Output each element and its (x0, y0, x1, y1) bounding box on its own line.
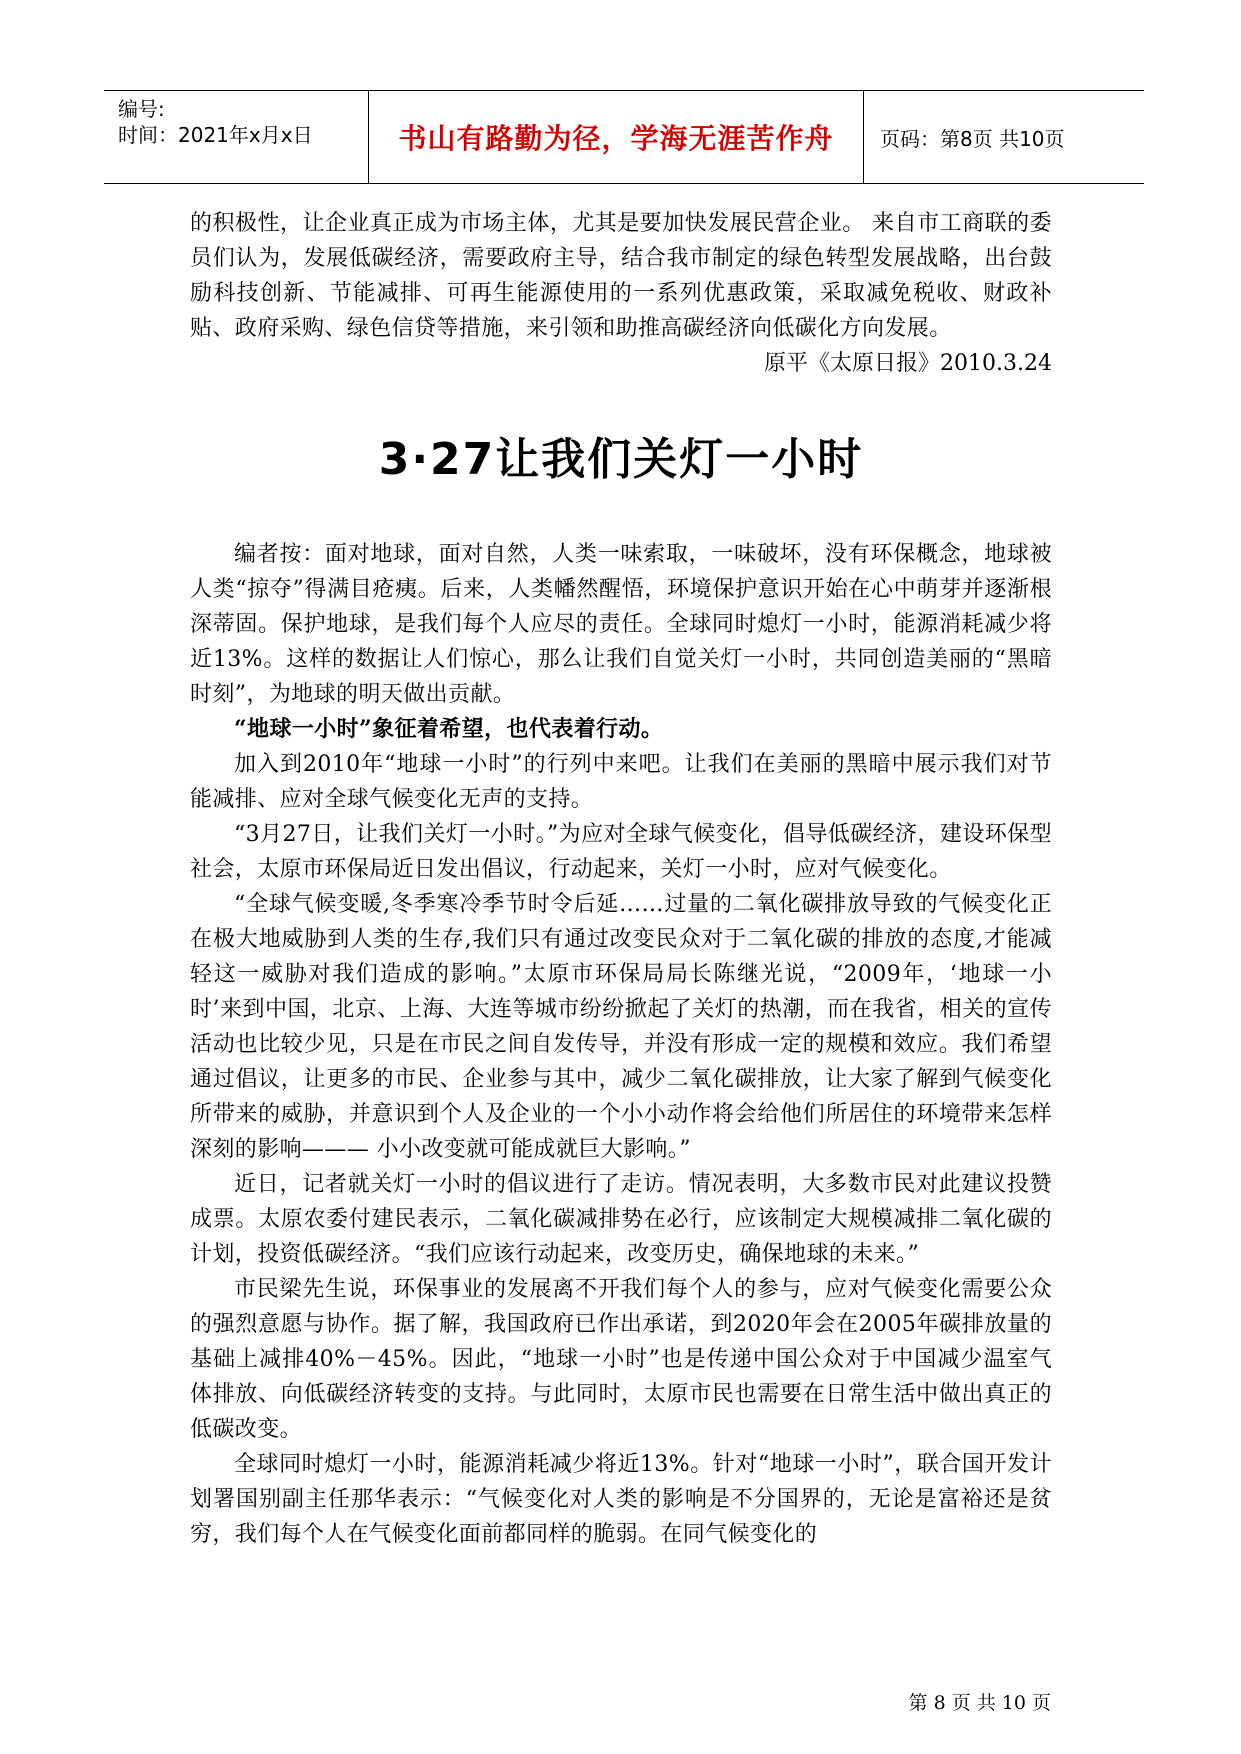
paragraph-1: 加入到2010年“地球一小时”的行列中来吧。让我们在美丽的黑暗中展示我们对节能减排、应对全球气候变化无声的支持。 (190, 752, 1052, 812)
article-title: 3·27让我们关灯一小时 (378, 434, 864, 485)
paragraph-5: 市民梁先生说，环保事业的发展离不开我们每个人的参与，应对气候变化需要公众的强烈意愿与协作。据了解，我国政府已作出承诺，到2020年会在2005年碳排放量的基础上减排40%－45%。因此，“地球一小时”也是传递中国公众对于中国减少温室气体排放、向低碳经济转变的支持。与此同时，太原市民也需要在日常生活中做出真正的低碳改变。 (190, 1277, 1052, 1442)
document-body (190, 206, 1052, 1552)
header-right-cell (864, 91, 1144, 183)
header-motto-cell (369, 91, 864, 183)
page-footer: 第 8 页 共 10 页 (908, 1692, 1051, 1714)
header-page-code: 页码：第8页 共10页 (880, 126, 1065, 151)
article-source: 原平《太原日报》2010.3.24 (764, 351, 1052, 376)
paragraph-3: “全球气候变暖,冬季寒冷季节时令后延……过量的二氧化碳排放导致的气候变化正在极大地威胁到人类的生存,我们只有通过改变民众对于二氧化碳的排放的态度,才能减轻这一威胁对我们造成的影响。”太原市环保局局长陈继光说，“2009年，‘地球一小时’来到中国，北京、上海、大连等城市纷纷掀起了关灯的热潮，而在我省，相关的宣传活动也比较少见，只是在市民之间自发传导，并没有形成一定的规模和效应。我们希望通过倡议，让更多的市民、企业参与其中，减少二氧化碳排放，让大家了解到气候变化所带来的威胁，并意识到个人及企业的一个小小动作将会给他们所居住的环境带来怎样深刻的影响——— 小小改变就可能成就巨大影响。” (190, 892, 1052, 1162)
header-left-cell (104, 91, 369, 183)
header-motto: 书山有路勤为径，学海无涯苦作舟 (398, 122, 834, 155)
page-header (104, 90, 1144, 184)
document-time-label: 时间：2021年x月x日 (118, 123, 313, 147)
paragraph-6: 全球同时熄灯一小时，能源消耗减少将近13%。针对“地球一小时”，联合国开发计划署国别副主任那华表示：“气候变化对人类的影响是不分国界的，无论是富裕还是贫穷，我们每个人在气候变化面前都同样的脆弱。在同气候变化的 (190, 1452, 1052, 1547)
document-number-label: 编号: (118, 97, 165, 121)
paragraph-4: 近日，记者就关灯一小时的倡议进行了走访。情况表明，大多数市民对此建议投赞成票。太原农委付建民表示，二氧化碳减排势在必行，应该制定大规模减排二氧化碳的计划，投资低碳经济。“我们应该行动起来，改变历史，确保地球的未来。” (190, 1172, 1052, 1267)
editor-note: 编者按：面对地球，面对自然，人类一味索取，一味破坏，没有环保概念，地球被人类“掠夺”得满目疮痍。后来，人类幡然醒悟，环境保护意识开始在心中萌芽并逐渐根深蒂固。保护地球，是我们每个人应尽的责任。全球同时熄灯一小时，能源消耗减少将近13%。这样的数据让人们惊心，那么让我们自觉关灯一小时，共同创造美丽的“黑暗时刻”，为地球的明天做出贡献。 (190, 542, 1052, 707)
paragraph-2: “3月27日，让我们关灯一小时。”为应对全球气候变化，倡导低碳经济，建设环保型社会，太原市环保局近日发出倡议，行动起来，关灯一小时，应对气候变化。 (190, 822, 1052, 882)
bold-subheading: “地球一小时”象征着希望，也代表着行动。 (234, 716, 664, 742)
top-paragraph: 的积极性，让企业真正成为市场主体，尤其是要加快发展民营企业。 来自市工商联的委员们认为，发展低碳经济，需要政府主导，结合我市制定的绿色转型发展战略，出台鼓励科技创新、节能减排、可再生能源使用的一系列优惠政策，采取减免税收、财政补贴、政府采购、绿色信贷等措施，来引领和助推高碳经济向低碳化方向发展。 (190, 211, 1052, 341)
